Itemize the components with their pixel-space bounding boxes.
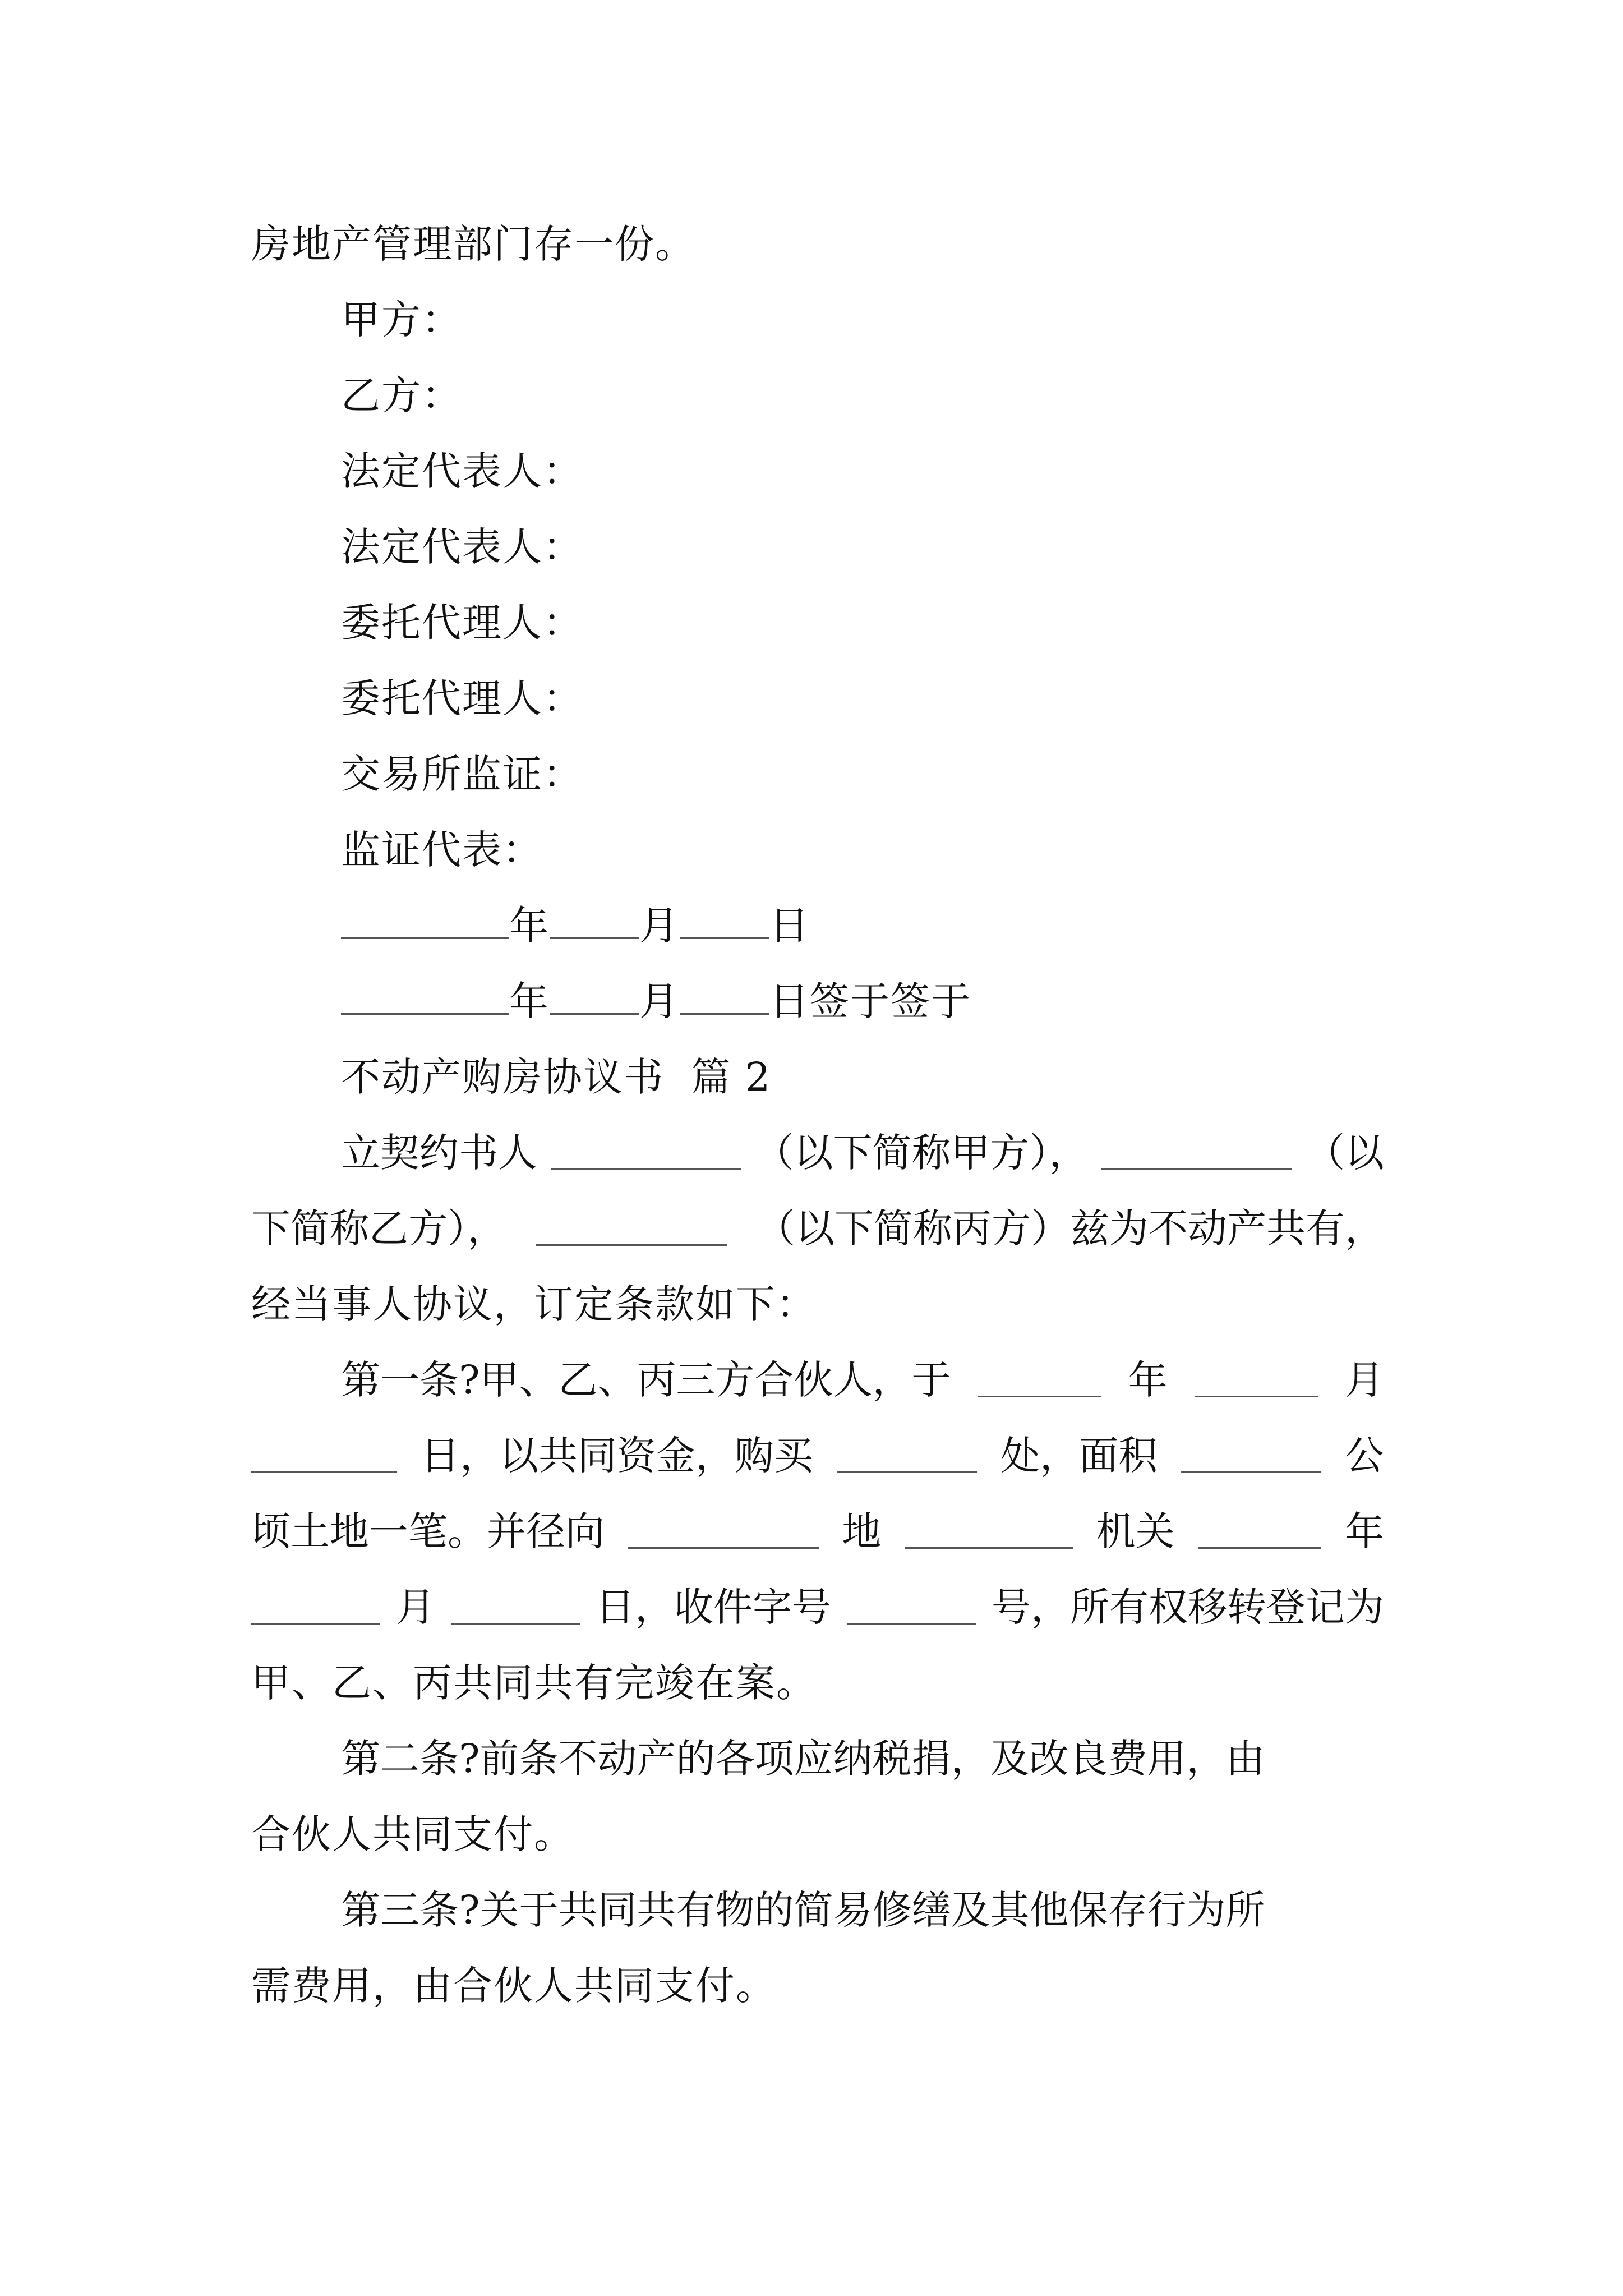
section-title: 不动产购房协议书 篇 2: [341, 1054, 772, 1100]
article-1-line: 日，以共同资金，购买 处，面积 公: [251, 1419, 1384, 1492]
blank-field: [550, 981, 639, 1015]
blank-field: [251, 1590, 380, 1625]
blank-field: [905, 1515, 1073, 1549]
blank-field: [837, 1439, 977, 1473]
blank-field: [1181, 1439, 1321, 1473]
text-line: 房地产管理部门存一份。: [251, 221, 695, 267]
legal-rep-label: 法定代表人：: [341, 524, 583, 570]
date-line: 年 月 日: [341, 889, 1384, 962]
blank-field: [978, 1363, 1101, 1397]
article-2-line: 第二条?前条不动产的各项应纳税捐，及改良费用，由: [341, 1736, 1265, 1782]
blank-field: [341, 981, 509, 1015]
blank-field: [628, 1515, 819, 1549]
party-b-label: 乙方：: [341, 372, 462, 418]
article-3-line: 第三条?关于共同共有物的简易修缮及其他保存行为所: [341, 1887, 1265, 1933]
blank-field: [536, 1212, 727, 1246]
article-1-line: 甲、乙、丙共同共有完竣在案。: [251, 1660, 817, 1706]
date-line: 年 月 日签于签于: [341, 965, 1384, 1038]
legal-rep-label: 法定代表人：: [341, 448, 583, 494]
paragraph-line: 立契约书人 （以下简称甲方）， （以: [341, 1130, 1384, 1176]
paragraph-line: 经当事人协议，订定条款如下：: [251, 1281, 817, 1327]
blank-field: [680, 905, 769, 939]
article-1-line: 月 日，收件字号 号，所有权移转登记为: [251, 1571, 1384, 1644]
blank-field: [551, 1136, 741, 1170]
blank-field: [251, 1439, 397, 1473]
blank-field: [550, 905, 639, 939]
blank-field: [1195, 1363, 1318, 1397]
blank-field: [847, 1590, 976, 1625]
exchange-witness-label: 交易所监证：: [341, 751, 583, 797]
witness-rep-label: 监证代表：: [341, 827, 543, 873]
blank-field: [680, 981, 769, 1015]
article-1-line: 第一条?甲、乙、丙三方合伙人，于 年 月: [341, 1357, 1384, 1403]
article-2-line: 合伙人共同支付。: [251, 1811, 574, 1857]
blank-field: [451, 1590, 580, 1625]
agent-label: 委托代理人：: [341, 675, 583, 721]
party-a-label: 甲方：: [341, 297, 462, 343]
article-1-line: 顷土地一笔。并径向 地 机关 年: [251, 1508, 1384, 1554]
blank-field: [341, 905, 509, 939]
agent-label: 委托代理人：: [341, 600, 583, 646]
paragraph-line: 下简称乙方）， （以下简称丙方）兹为不动产共有，: [251, 1205, 1384, 1251]
article-3-line: 需费用，由合伙人共同支付。: [251, 1963, 776, 2009]
blank-field: [1198, 1515, 1321, 1549]
blank-field: [1101, 1136, 1292, 1170]
